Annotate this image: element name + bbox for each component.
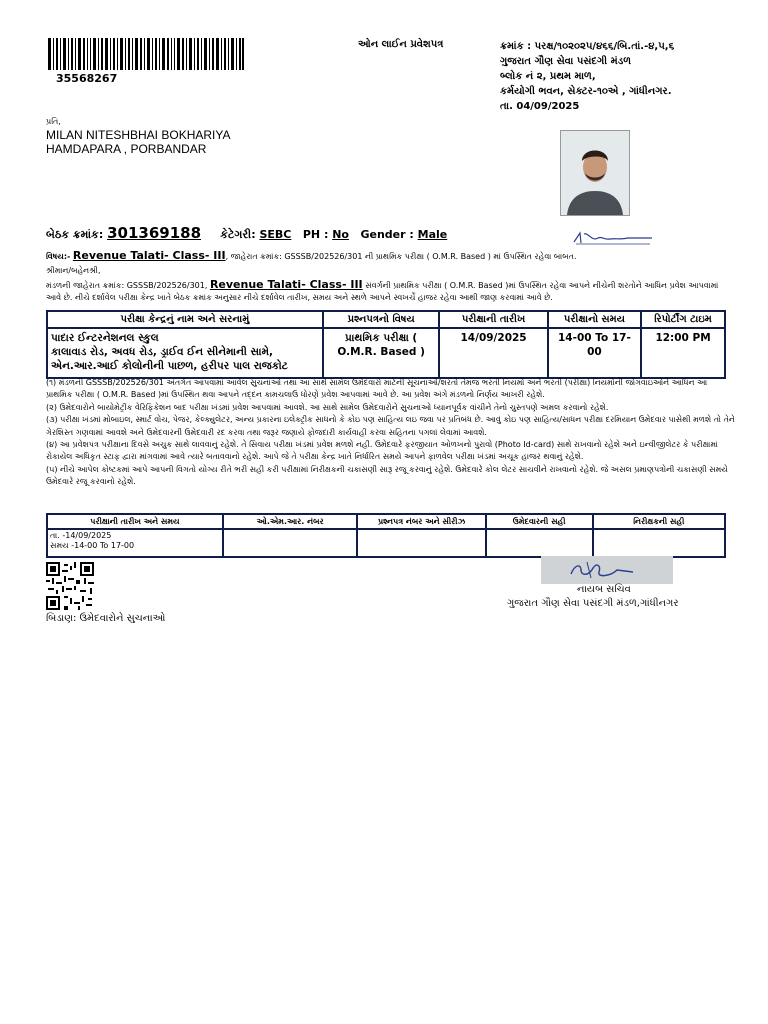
candidate-block: [46, 128, 230, 156]
issue-date: તા. 04/09/2025: [500, 101, 580, 112]
candidate-signature: [572, 228, 654, 248]
barcode-number: 35568267: [56, 72, 118, 85]
seat-info-line: [46, 224, 447, 242]
table-header: ઓ.એમ.આર. નંબર: [223, 514, 358, 529]
greeting: શ્રીમાન/બહેનશ્રી,: [46, 266, 101, 275]
ph-label: PH :: [302, 228, 329, 241]
exam-details-table: [46, 310, 726, 379]
candidate-address: HAMDAPARA , PORBANDAR: [46, 142, 207, 156]
subject-rest: , જાહેરાત ક્રમાંક: GSSSB/202526/301 ની પ્રાથમિક પરીક્ષા ( O.M.R. Based ) માં ઉપસ્થિત રહેવા બાબત.: [225, 252, 577, 261]
signature-stroke: [541, 556, 673, 584]
issuer-address: [500, 39, 674, 114]
person-photo-icon: [561, 131, 629, 215]
subject-label: વિષય:-: [46, 252, 71, 261]
invigilator-sign-cell: [593, 529, 725, 557]
category-value: SEBC: [259, 228, 292, 241]
exam-date: 14/09/2025: [439, 328, 547, 378]
verification-table: [46, 513, 726, 558]
qr-code: [46, 562, 94, 610]
date-line: તા. -14/09/2025: [50, 531, 112, 540]
table-header: પરીક્ષાની તારીખ: [439, 311, 547, 328]
table-header-row: [47, 311, 725, 328]
instruction-item: (૨) ઉમેદવારોને બાયોમેટ્રીક વેરિફિકેશન બાદ પરીક્ષા ખંડમાં પ્રવેશ આપવામાં આવશે. આ સાથે સામેલ ઉમેદવારોને સુચનાઓ ધ્યાનપૂર્વક વાંચીને તેનો ચુસ્તપણે અમલ કરવાનો રહેશે.: [46, 402, 609, 412]
center-line: એન.આર.આઈ કોલોનીની પાછળ, હરીપર પાલ રાજકોટ: [51, 360, 288, 372]
body-paragraph: [46, 279, 736, 304]
gender-label: Gender :: [360, 228, 414, 241]
date-time-cell: [47, 529, 223, 557]
center-line: કાલાવાડ રોડ, અવધ રોડ, ડ્રાઈવ ઈન સીનેમાની સામે,: [51, 346, 274, 358]
body-part-a: મંડળની જાહેરાત ક્રમાંક: GSSSB/202526/301,: [46, 281, 208, 290]
instruction-item: (૪) આ પ્રવેશપત્ર પરીક્ષાના દિવસે અચુક સાથે લાવવાનું રહેશે. તે સિવાય પરીક્ષા ખંડમાં પ્રવેશ મળશે નહી. ઉમેદવારે ફરજીયાત ઓળખનો પુરાવો (Photo Id-card) સાથે રાખવાનો રહેશે અને ઇન્વીજીલેટર કે પરીક્ષામાં રોકાયેલ અધિકૃત સ્ટાફ દ્વારા માંગવામાં આવે ત્યારે બતાવવાનો રહેશે. આપે જે તે પરીક્ષા કેન્દ્ર ખાતે નિર્ધારિત સમયે આપને ફાળવેલ પરીક્ષા ખંડમાં અચૂક હાજર થવાનું રહેશે.: [46, 440, 718, 462]
table-header-row: [47, 514, 725, 529]
instructions: [46, 377, 736, 489]
body-post: Revenue Talati- Class- III: [209, 278, 363, 291]
table-header: પ્રશ્નપત્રનો વિષય: [323, 311, 440, 328]
document-title: ઓન લાઈન પ્રવેશપત્ર: [358, 39, 444, 50]
time-line: સમય -14-00 To 17-00: [50, 541, 135, 550]
ph-value: No: [332, 228, 349, 241]
address-line: ક્રમાંક : પરક્ષ/૧૦૨૦૨૫/૪૬૬/બિ.તાં.-૪,૫,૬: [500, 41, 675, 52]
instruction-item: (૩) પરીક્ષા ખંડમાં મોબાઇલ, સ્માર્ટ વોચ, પેજર, કેલ્ક્યુલેટર, અન્ય પ્રકારના ઇલેક્ટ્રીક સાધનો કે કોઇ પણ સાહિત્ય લઇ જવા પર પ્રતિબંધ છે. આવું કોઇ પણ સાહિત્ય/સાધન પરીક્ષા દરમિયાન ઉમેદવાર પાસેથી મળશે તો તેને ગેરશિસ્ત ગણવામાં આવશે અને ઉમેદવારની ઉમેદવારી રદ કરવા તથા જરૂર જણાયે ફોજદારી કાર્યવાહી કરવા સહિતના પગલાં લેવામાં આવશે.: [46, 415, 735, 437]
body-part-b: સંવર્ગની પ્રાથમિક પરીક્ષા ( O.M.R. Based )માં ઉપસ્થિત રહેવા આપને નીચેની શરતોને આધિન પ્રવેશ આપવામાં આવે છે. નીચે દર્શાવેલ પરીક્ષા કેન્દ્ર ખાતે બેઠક ક્રમાંક અનુસાર નીચે દર્શાવેલ તારીખ, સમય અને સ્થળે આપને સ્વખર્ચે હાજર રહેવા આથી જાણ કરવામાં આવે છે.: [46, 281, 719, 302]
table-header: પરીક્ષાનો સમય: [548, 311, 641, 328]
exam-center: [47, 328, 323, 378]
officer-office: ગુજરાત ગૌણ સેવા પસંદગી મંડળ,ગાંધીનગર: [507, 598, 679, 609]
officer-designation: નાયબ સચિવ: [577, 584, 631, 595]
seat-number: 301369188: [107, 224, 202, 242]
address-line: કર્મયોગી ભવન, સેક્ટર-૧૦એ , ગાંધીનગર.: [500, 86, 672, 97]
gender-value: Male: [417, 228, 448, 241]
reporting-time: 12:00 PM: [641, 328, 725, 378]
center-line: પાદાર ઈન્ટરનેશનલ સ્કુલ: [51, 332, 159, 344]
table-header: પરીક્ષાની તારીખ અને સમય: [47, 514, 223, 529]
table-header: ઉમેદવારની સહી: [486, 514, 593, 529]
candidate-photo: [560, 130, 630, 216]
candidate-sign-cell: [486, 529, 593, 557]
candidate-name: MILAN NITESHBHAI BOKHARIYA: [46, 128, 231, 142]
table-row: [47, 529, 725, 557]
exam-subject: પ્રાથમિક પરીક્ષા ( O.M.R. Based ): [323, 328, 440, 378]
table-header: રિપોર્ટીંગ ટાઇમ: [641, 311, 725, 328]
category-label: કેટેગરી:: [220, 228, 256, 241]
table-row: [47, 328, 725, 378]
table-header: નિરીક્ષકની સહી: [593, 514, 725, 529]
exam-time: 14-00 To 17-00: [548, 328, 641, 378]
barcode: [48, 38, 244, 70]
prati-label: પ્રતિ,: [46, 117, 61, 126]
instruction-item: (૫) નીચે આપેલ કોષ્ટકમાં આપે આપની વિગતો યોગ્ય રીતે ભરી સહી કરી પરીક્ષામાં નિરીક્ષકની ચકાસણી સારૂ રજૂ કરવાનું રહેશે. ઉમેદવારે કોલ લેટર સાચવીને રાખવાનો રહેશે. જે અસલ પ્રમાણપત્રોની ચકાસણી સમયે ઉમેદવારે રજૂ કરવાનો રહેશે.: [46, 464, 728, 487]
attachment-note: બિડાણ: ઉમેદવારોને સુચનાઓ: [46, 613, 166, 624]
omr-number-cell: [223, 529, 358, 557]
subject-line: [46, 250, 736, 263]
address-line: બ્લોક નં ૨, પ્રથમ માળ,: [500, 71, 596, 82]
paper-series-cell: [357, 529, 485, 557]
table-header: પ્રશ્નપત્ર નંબર અને સીરીઝ: [357, 514, 485, 529]
officer-signature: [541, 556, 673, 584]
address-line: ગુજરાત ગૌણ સેવા પસંદગી મંડળ: [500, 56, 631, 67]
instruction-item: (૧) મંડળની GSSSB/202526/301 અંતર્ગત આપવામાં આવેલ સુચનાઓ તથા આ સાથે સામેલ ઉમેદવારો માટેની સૂચનાઓ/શરતો તેમજ ભરતી નિયમો અને ભરતી (પરીક્ષા) નિયમોની જોગવાઇઓને આધિન આ પ્રાથમિક પરીક્ષા ( O.M.R. Based )માં ઉપસ્થિત થવા આપને તદ્દન કામચલાઉ ધોરણે પ્રવેશ આપવામાં આવે છે. આ પ્રવેશ અંગે મંડળનો નિર્ણય આખરી રહેશે.: [46, 378, 708, 400]
seat-label: બેઠક ક્રમાંક:: [46, 228, 104, 241]
subject-post: Revenue Talati- Class- III: [72, 249, 226, 262]
table-header: પરીક્ષા કેન્દ્રનું નામ અને સરનામું: [47, 311, 323, 328]
